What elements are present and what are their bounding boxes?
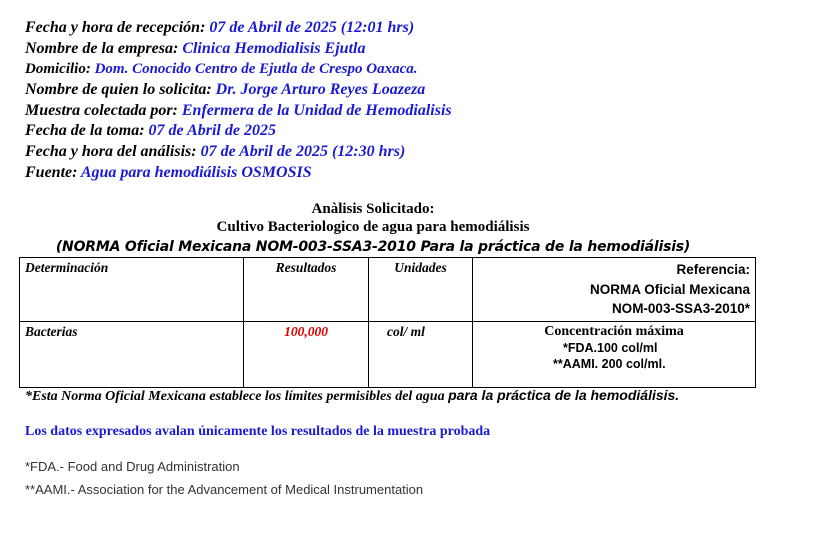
header-label: Fuente:: [25, 163, 78, 181]
header-row-requester: [25, 80, 452, 101]
report-header: [25, 18, 452, 184]
reference-aami: **AAMI. 200 col/ml.: [553, 356, 666, 371]
header-label: Nombre de la empresa:: [25, 39, 179, 57]
header-value: Agua para hemodiálisis OSMOSIS: [80, 163, 312, 181]
cell-units: col/ ml: [369, 321, 473, 387]
header-label: Domicilio:: [25, 61, 91, 78]
header-row-address: [25, 59, 452, 80]
header-row-company: [25, 39, 452, 60]
cell-determination: Bacterias: [20, 321, 244, 387]
header-value: Clinica Hemodialisis Ejutla: [182, 39, 366, 57]
cell-reference: [473, 321, 756, 387]
header-value: Dr. Jorge Arturo Reyes Loazeza: [215, 81, 426, 99]
norm-note-part-1: *Esta Norma Oficial Mexicana establece los límites permisibles del agua: [25, 389, 449, 404]
header-value: 07 de Abril de 2025: [148, 122, 276, 140]
header-value: Enfermera de la Unidad de Hemodialisis: [181, 101, 452, 119]
col-header-results: Resultados: [244, 258, 369, 322]
header-label: Fecha y hora de recepción:: [25, 19, 206, 36]
footnote-aami: **AAMI.- Association for the Advancement of Medical Instrumentation: [25, 482, 424, 497]
reference-fda: *FDA.100 col/ml: [563, 340, 658, 355]
validity-statement: Los datos expresados avalan únicamente los resultados de la muestra probada: [25, 424, 491, 439]
header-label: Muestra colectada por:: [25, 101, 178, 119]
results-table: [19, 257, 756, 388]
col-header-units: Unidades: [369, 258, 473, 322]
table-row: [20, 321, 756, 387]
table-header-row: [20, 258, 756, 322]
norm-note-part-2: para la práctica de la hemodiálisis.: [448, 387, 680, 403]
analysis-title: Anàlisis Solicitado:: [311, 201, 435, 217]
header-row-analysis-date: [25, 142, 452, 163]
header-label: Nombre de quien lo solicita:: [25, 81, 212, 99]
col-header-reference: [473, 258, 756, 322]
reference-norm-code: NOM-003-SSA3-2010*: [611, 301, 750, 316]
norm-note: [25, 387, 679, 405]
reference-norm-name: NORMA Oficial Mexicana: [589, 281, 750, 297]
header-value: 07 de Abril de 2025 (12:30 hrs): [200, 143, 406, 161]
col-header-determination: Determinación: [20, 258, 244, 322]
header-value: 07 de Abril de 2025 (12:01 hrs): [209, 19, 415, 36]
analysis-norm: (NORMA Oficial Mexicana NOM-003-SSA3-2010 Para la práctica de la hemodiálisis): [55, 239, 691, 255]
header-row-reception: [25, 18, 452, 39]
header-value: Dom. Conocido Centro de Ejutla de Crespo Oaxaca.: [94, 61, 418, 78]
header-row-source: [25, 163, 452, 184]
cell-result: 100,000: [244, 321, 369, 387]
analysis-subtitle: Cultivo Bacteriologico de agua para hemodiálisis: [216, 219, 530, 235]
header-label: Fecha y hora del análisis:: [25, 143, 197, 161]
reference-title: Concentración máxima: [544, 323, 684, 339]
header-label: Fecha de la toma:: [25, 122, 145, 140]
header-row-collector: [25, 101, 452, 122]
footnote-fda: *FDA.- Food and Drug Administration: [25, 459, 240, 474]
reference-label: Referencia:: [676, 262, 750, 277]
header-row-sample-date: [25, 121, 452, 142]
